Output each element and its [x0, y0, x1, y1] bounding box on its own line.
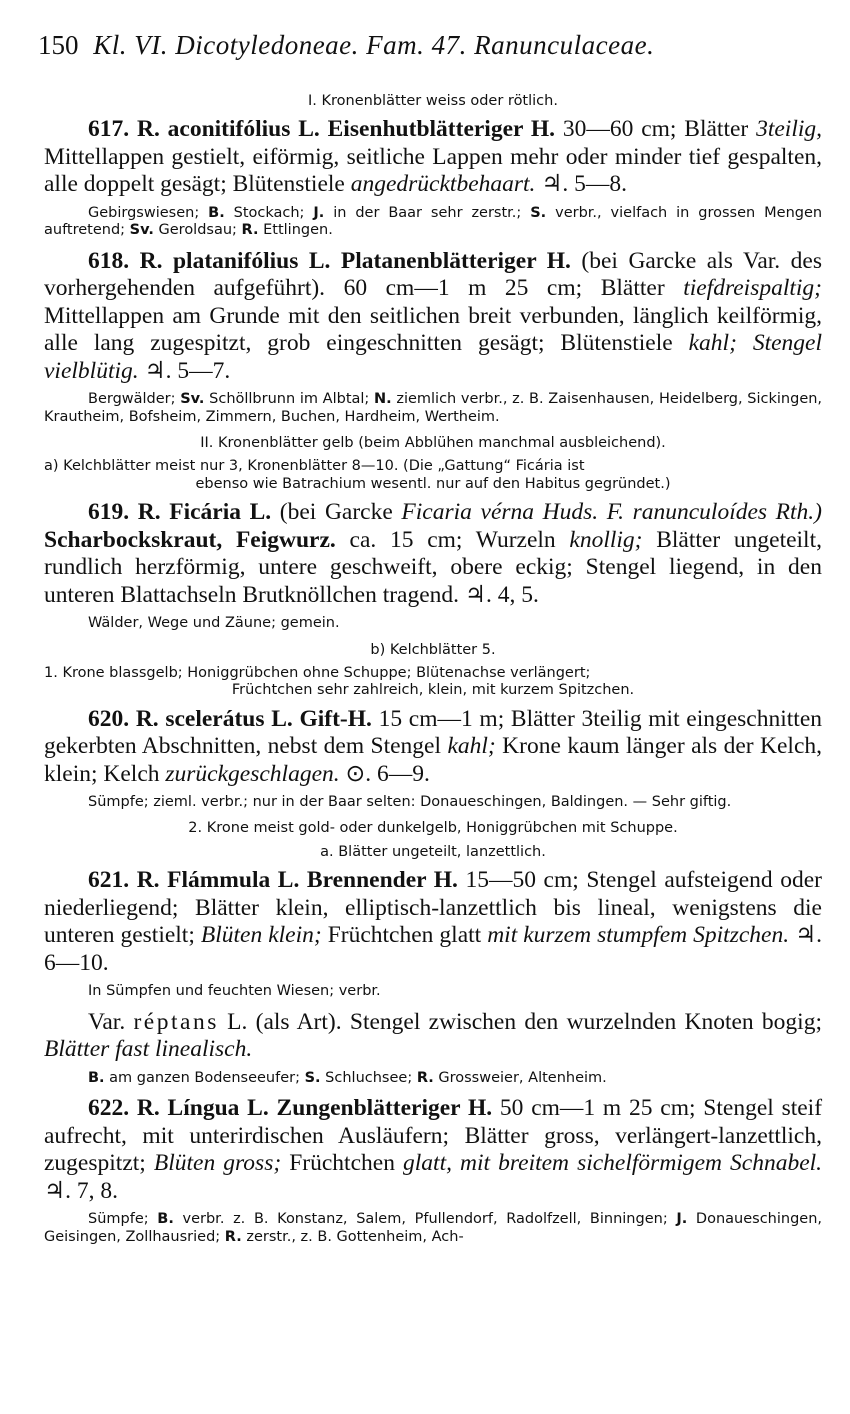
entry-621 [44, 867, 822, 977]
entry-number: 617. [88, 116, 130, 142]
common-name: Gift-H. [299, 705, 372, 732]
entry-617-localities: Gebirgswiesen; B. Stockach; J. in der Baar sehr zerstr.; S. verbr., vielfach in grossen Mengen auftretend; Sv. Geroldsau; R. Ettlingen. [44, 204, 823, 238]
species-name: R. platanifólius L. [139, 247, 331, 274]
key-a-three-sepals: a) Kelchblätter meist nur 3, Kronenblätter 8—10. (Die „Gattung“ Ficária ist ebenso wie Batrachium wesentl. nur auf den Habitus gegründet.) [44, 458, 671, 492]
key-b-five-sepals: b) Kelchblätter 5. [370, 641, 496, 658]
common-name: Scharbockskraut, Feigwurz. [44, 526, 336, 553]
entry-621-localities: In Sümpfen und feuchten Wiesen; verbr. [88, 983, 381, 999]
variety-text: Var. réptans L. (als Art). Stengel zwischen den wurzelnden Knoten bogig; Blätter fast linealisch. [44, 1008, 822, 1062]
species-name: R. aconitifólius L. [136, 116, 320, 142]
entry-617 [44, 116, 822, 199]
running-header [38, 30, 654, 61]
entry-621-text: 621. R. Flámmula L. Brennender H. 15—50 cm; Stengel aufsteigend oder niederliegend; Blätter klein, elliptisch-lanzettlich bis lineal, wenigstens die unteren gestielt; Blüten klein; Früchtchen glatt mit kurzem stumpfem Spitzchen. ♃. 6—10. [44, 867, 823, 976]
entry-620 [44, 706, 822, 789]
entry-622 [44, 1095, 822, 1205]
variety-localities: B. am ganzen Bodenseeufer; S. Schluchsee; R. Grossweier, Altenheim. [88, 1069, 607, 1086]
entry-620-localities: Sümpfe; zieml. verbr.; nur in der Baar selten: Donaueschingen, Baldingen. — Sehr giftig. [88, 794, 732, 810]
common-name: Zungenblätteriger H. [276, 1095, 493, 1121]
entry-621-variety [44, 1009, 822, 1064]
entry-number: 622. [88, 1095, 130, 1121]
entry-619-localities: Wälder, Wege und Zäune; gemein. [88, 615, 340, 631]
page-body [44, 90, 822, 1254]
entry-619-text: 619. R. Ficária L. (bei Garcke Ficaria vérna Huds. F. ranunculoídes Rth.) Scharbockskraut, Feigwurz. ca. 15 cm; Wurzeln knollig; Blätter ungeteilt, rundlich herzförmig, untere geschweift, obere eckig; Stengel liegend, in den unteren Blattachseln Brutknöllchen tragend. ♃. 4, 5. [44, 499, 823, 608]
entry-620-text: 620. R. scelerátus L. Gift-H. 15 cm—1 m; Blätter 3teilig mit eingeschnitten gekerbten Abschnitten, nebst dem Stengel kahl; Krone kaum länger als der Kelch, klein; Kelch zurückgeschlagen. ⊙. 6—9. [44, 705, 823, 787]
entry-number: 621. [88, 867, 130, 893]
entry-number: 618. [88, 247, 130, 274]
entry-number: 619. [88, 499, 130, 525]
section-heading-yellow: II. Kronenblätter gelb (beim Abblühen manchmal ausbleichend). [200, 435, 666, 451]
species-name: R. Flámmula L. [136, 867, 300, 893]
entry-622-localities: Sümpfe; B. verbr. z. B. Konstanz, Salem, Pfullendorf, Radolfzell, Binningen; J. Donaueschingen, Geisingen, Zollhausried; R. zerstr., z. B. Gottenheim, Ach- [44, 1211, 823, 1245]
common-name: Eisenhutblätteriger H. [327, 116, 556, 142]
entry-618-text: 618. R. platanifólius L. Platanenblätteriger H. (bei Garcke als Var. des vorhergehenden aufgeführt). 60 cm—1 m 25 cm; Blätter tiefdreispaltig; Mittellappen am Grunde mit den seitlichen breit verbunden, länglich keilförmig, alle lang zugespitzt, grob eingeschnitten gesägt; Blütenstiele kahl; Stengel vielblütig. ♃. 5—7. [44, 247, 822, 384]
running-title: Kl. VI. Dicotyledoneae. Fam. 47. Ranunculaceae. [93, 30, 655, 60]
entry-618 [44, 248, 822, 386]
entry-622-text: 622. R. Língua L. Zungenblätteriger H. 50 cm—1 m 25 cm; Stengel steif aufrecht, mit unterirdischen Ausläufern; Blätter gross, verlängert-lanzettlich, zugespitzt; Blüten gross; Früchtchen glatt, mit breitem sichelförmigem Schnabel. ♃. 7, 8. [44, 1095, 823, 1204]
common-name: Platanenblätteriger H. [340, 247, 571, 274]
section-heading-white: I. Kronenblätter weiss oder rötlich. [308, 93, 558, 109]
species-name: R. scelerátus L. [135, 705, 293, 732]
key-1-pale-yellow: 1. Krone blassgelb; Honiggrübchen ohne Schuppe; Blütenachse verlängert; Früchtchen sehr zahlreich, klein, mit kurzem Spitzchen. [44, 664, 635, 698]
species-name: R. Língua L. [136, 1095, 269, 1121]
entry-number: 620. [88, 705, 130, 732]
common-name: Brennender H. [306, 867, 458, 893]
page-number: 150 [38, 30, 79, 60]
entry-618-localities: Bergwälder; Sv. Schöllbrunn im Albtal; N. ziemlich verbr., z. B. Zaisenhausen, Heidelberg, Sickingen, Krautheim, Bofsheim, Zimmern, Buchen, Hardheim, Wertheim. [44, 391, 823, 425]
entry-619 [44, 499, 822, 609]
species-name: R. Ficária L. [137, 499, 272, 525]
key-2-gold-yellow: 2. Krone meist gold- oder dunkelgelb, Honiggrübchen mit Schuppe. [188, 819, 678, 836]
key-2a-leaves-undivided: a. Blätter ungeteilt, lanzettlich. [320, 844, 546, 860]
variety-name: réptans [133, 1008, 219, 1035]
entry-617-text: 617. R. aconitifólius L. Eisenhutblätteriger H. 30—60 cm; Blätter 3teilig, Mittellappen gestielt, eiförmig, seitliche Lappen mehr oder minder tief gespalten, alle doppelt gesägt; Blütenstiele angedrücktbehaart. ♃. 5—8. [44, 116, 822, 197]
